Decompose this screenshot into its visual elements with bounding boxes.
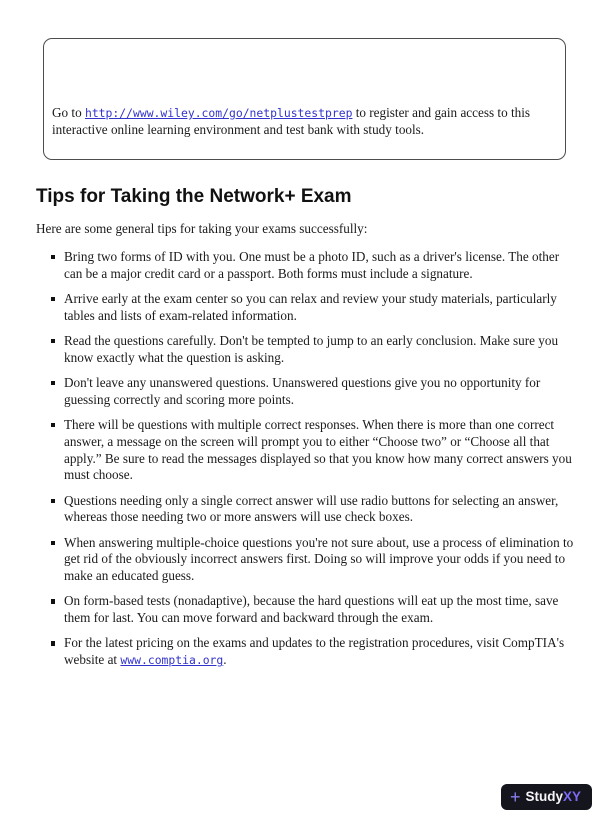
brand-name-primary: Study [525,789,563,804]
note-text-prefix: Go to [52,105,85,120]
brand-name-accent: XY [562,789,581,804]
tip-text-suffix: . [223,652,227,668]
tip-text-prefix: For the latest pricing on the exams and updates to the registration procedures, visit CompTIA's website at [64,635,565,668]
tip-item [64,635,576,669]
tips-list [36,249,576,669]
studyxy-brand-badge [501,784,592,810]
document-page [0,38,612,830]
page-title: Tips for Taking the Network+ Exam [36,186,352,207]
tip-item: Read the questions carefully. Don't be tempted to jump to an early conclusion. Make sure you know exactly what the question is asking. [64,333,576,367]
tip-item: There will be questions with multiple correct responses. When there is more than one correct answer, a message on the screen will prompt you to either “Choose two” or “Choose all that apply.” Be sure to read the messages displayed so that you know how many correct answers you must choose. [64,417,576,484]
comptia-link[interactable]: www.comptia.org [120,653,224,668]
plus-icon: + [509,786,521,807]
tip-item: Questions needing only a single correct answer will use radio buttons for selecting an answer, whereas those needing two or more answers will use check boxes. [64,493,576,527]
note-text-suffix: to register and gain access to this interactive online learning environment and test bank with study tools. [52,105,531,137]
tip-item: When answering multiple-choice questions you're not sure about, use a process of elimination to get rid of the obviously incorrect answers first. Doing so will improve your odds if you need to make an educated guess. [64,535,576,585]
brand-wordmark [525,789,581,804]
tip-item: On form-based tests (nonadaptive), because the hard questions will eat up the most time, save them for last. You can move forward and backward through the exam. [64,593,576,627]
wiley-testprep-link[interactable]: http://www.wiley.com/go/netplustestprep [84,106,353,120]
tip-item: Arrive early at the exam center so you can relax and review your study materials, particularly tables and lists of exam-related information. [64,291,576,325]
intro-text: Here are some general tips for taking your exams successfully: [36,221,368,236]
tip-item: Bring two forms of ID with you. One must be a photo ID, such as a driver's license. The other can be a major credit card or a passport. Both forms must include a signature. [64,249,576,283]
register-note-box [43,38,566,160]
tip-item: Don't leave any unanswered questions. Unanswered questions give you no opportunity for guessing correctly and scoring more points. [64,375,576,409]
